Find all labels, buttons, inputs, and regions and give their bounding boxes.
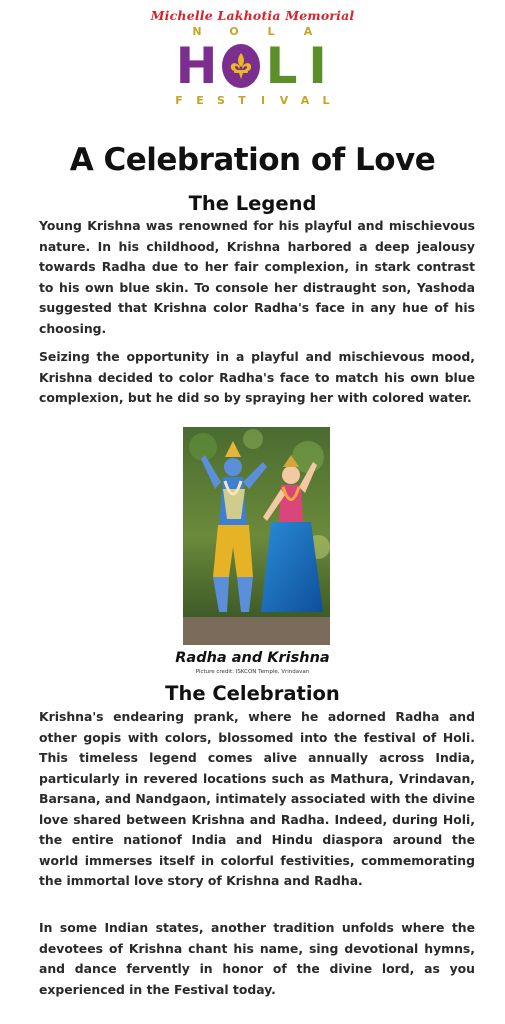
image-caption: Radha and Krishna (175, 650, 330, 666)
logo-letter: F (175, 94, 183, 107)
legend-heading: The Legend (188, 192, 317, 215)
celebration-paragraph-1: Krishna's endearing prank, where he adorned Radha and other gopis with colors, blossomed into the festival of Holi. This timeless legend comes alive annually across India, particularly in revered locations such as Mathura, Vrindavan, Barsana, and Nandgaon, intimately associated with the divine love shared between Krishna and Radha. Indeed, during Holi, the entire nationof India and Hindu diaspora around the world immerses itself in colorful festivities, commemorating the immortal love story of Krishna and Radha. (39, 709, 475, 888)
logo-letter: V (279, 94, 289, 107)
logo-letter: I (260, 94, 266, 107)
logo-letter: T (238, 94, 246, 107)
festival-logo (0, 8, 505, 108)
celebration-paragraph-2: In some Indian states, another tradition unfolds where the devotees of Krishna chant his name, sing devotional hymns, and dance fervently in honor of the divine lord, as you experienced in the Festival today. (39, 920, 475, 997)
page-title: A Celebration of Love (69, 142, 436, 178)
logo-letter: L (322, 94, 330, 107)
logo-letter: N (192, 25, 202, 38)
fleur-de-lis-icon (222, 44, 260, 88)
radha-krishna-photo (183, 427, 330, 645)
logo-memorial-text: Michelle Lakhotia Memorial (150, 8, 355, 23)
celebration-heading: The Celebration (165, 682, 340, 705)
legend-paragraph-2: Seizing the opportunity in a playful and mischievous mood, Krishna decided to color Radha's face to match his own blue complexion, but he did so by spraying her with colored water. (39, 349, 475, 405)
logo-letter: A (300, 94, 310, 107)
logo-letter: S (217, 94, 225, 107)
logo-letter: E (196, 94, 204, 107)
logo-letter-o (220, 42, 260, 90)
logo-nola-text (0, 25, 505, 39)
logo-holi-wordmark (0, 37, 505, 95)
logo-festival-text (0, 94, 505, 108)
logo-letter-l: L (265, 37, 296, 95)
legend-paragraph-1: Young Krishna was renowned for his playful and mischievous nature. In his childhood, Krishna harbored a deep jealousy towards Radha due to her fair complexion, in stark contrast to his own blue skin. To console her distraught son, Yashoda suggested that Krishna color Radha's face in any hue of his choosing. (39, 218, 475, 336)
image-credit: Picture credit: ISKCON Temple, Vrindavan (195, 669, 310, 675)
logo-letter: A (303, 25, 313, 38)
logo-letter: O (229, 25, 239, 38)
logo-letter-i: I (308, 37, 325, 95)
logo-letter-h: H (175, 37, 216, 95)
logo-letter: L (267, 25, 275, 38)
